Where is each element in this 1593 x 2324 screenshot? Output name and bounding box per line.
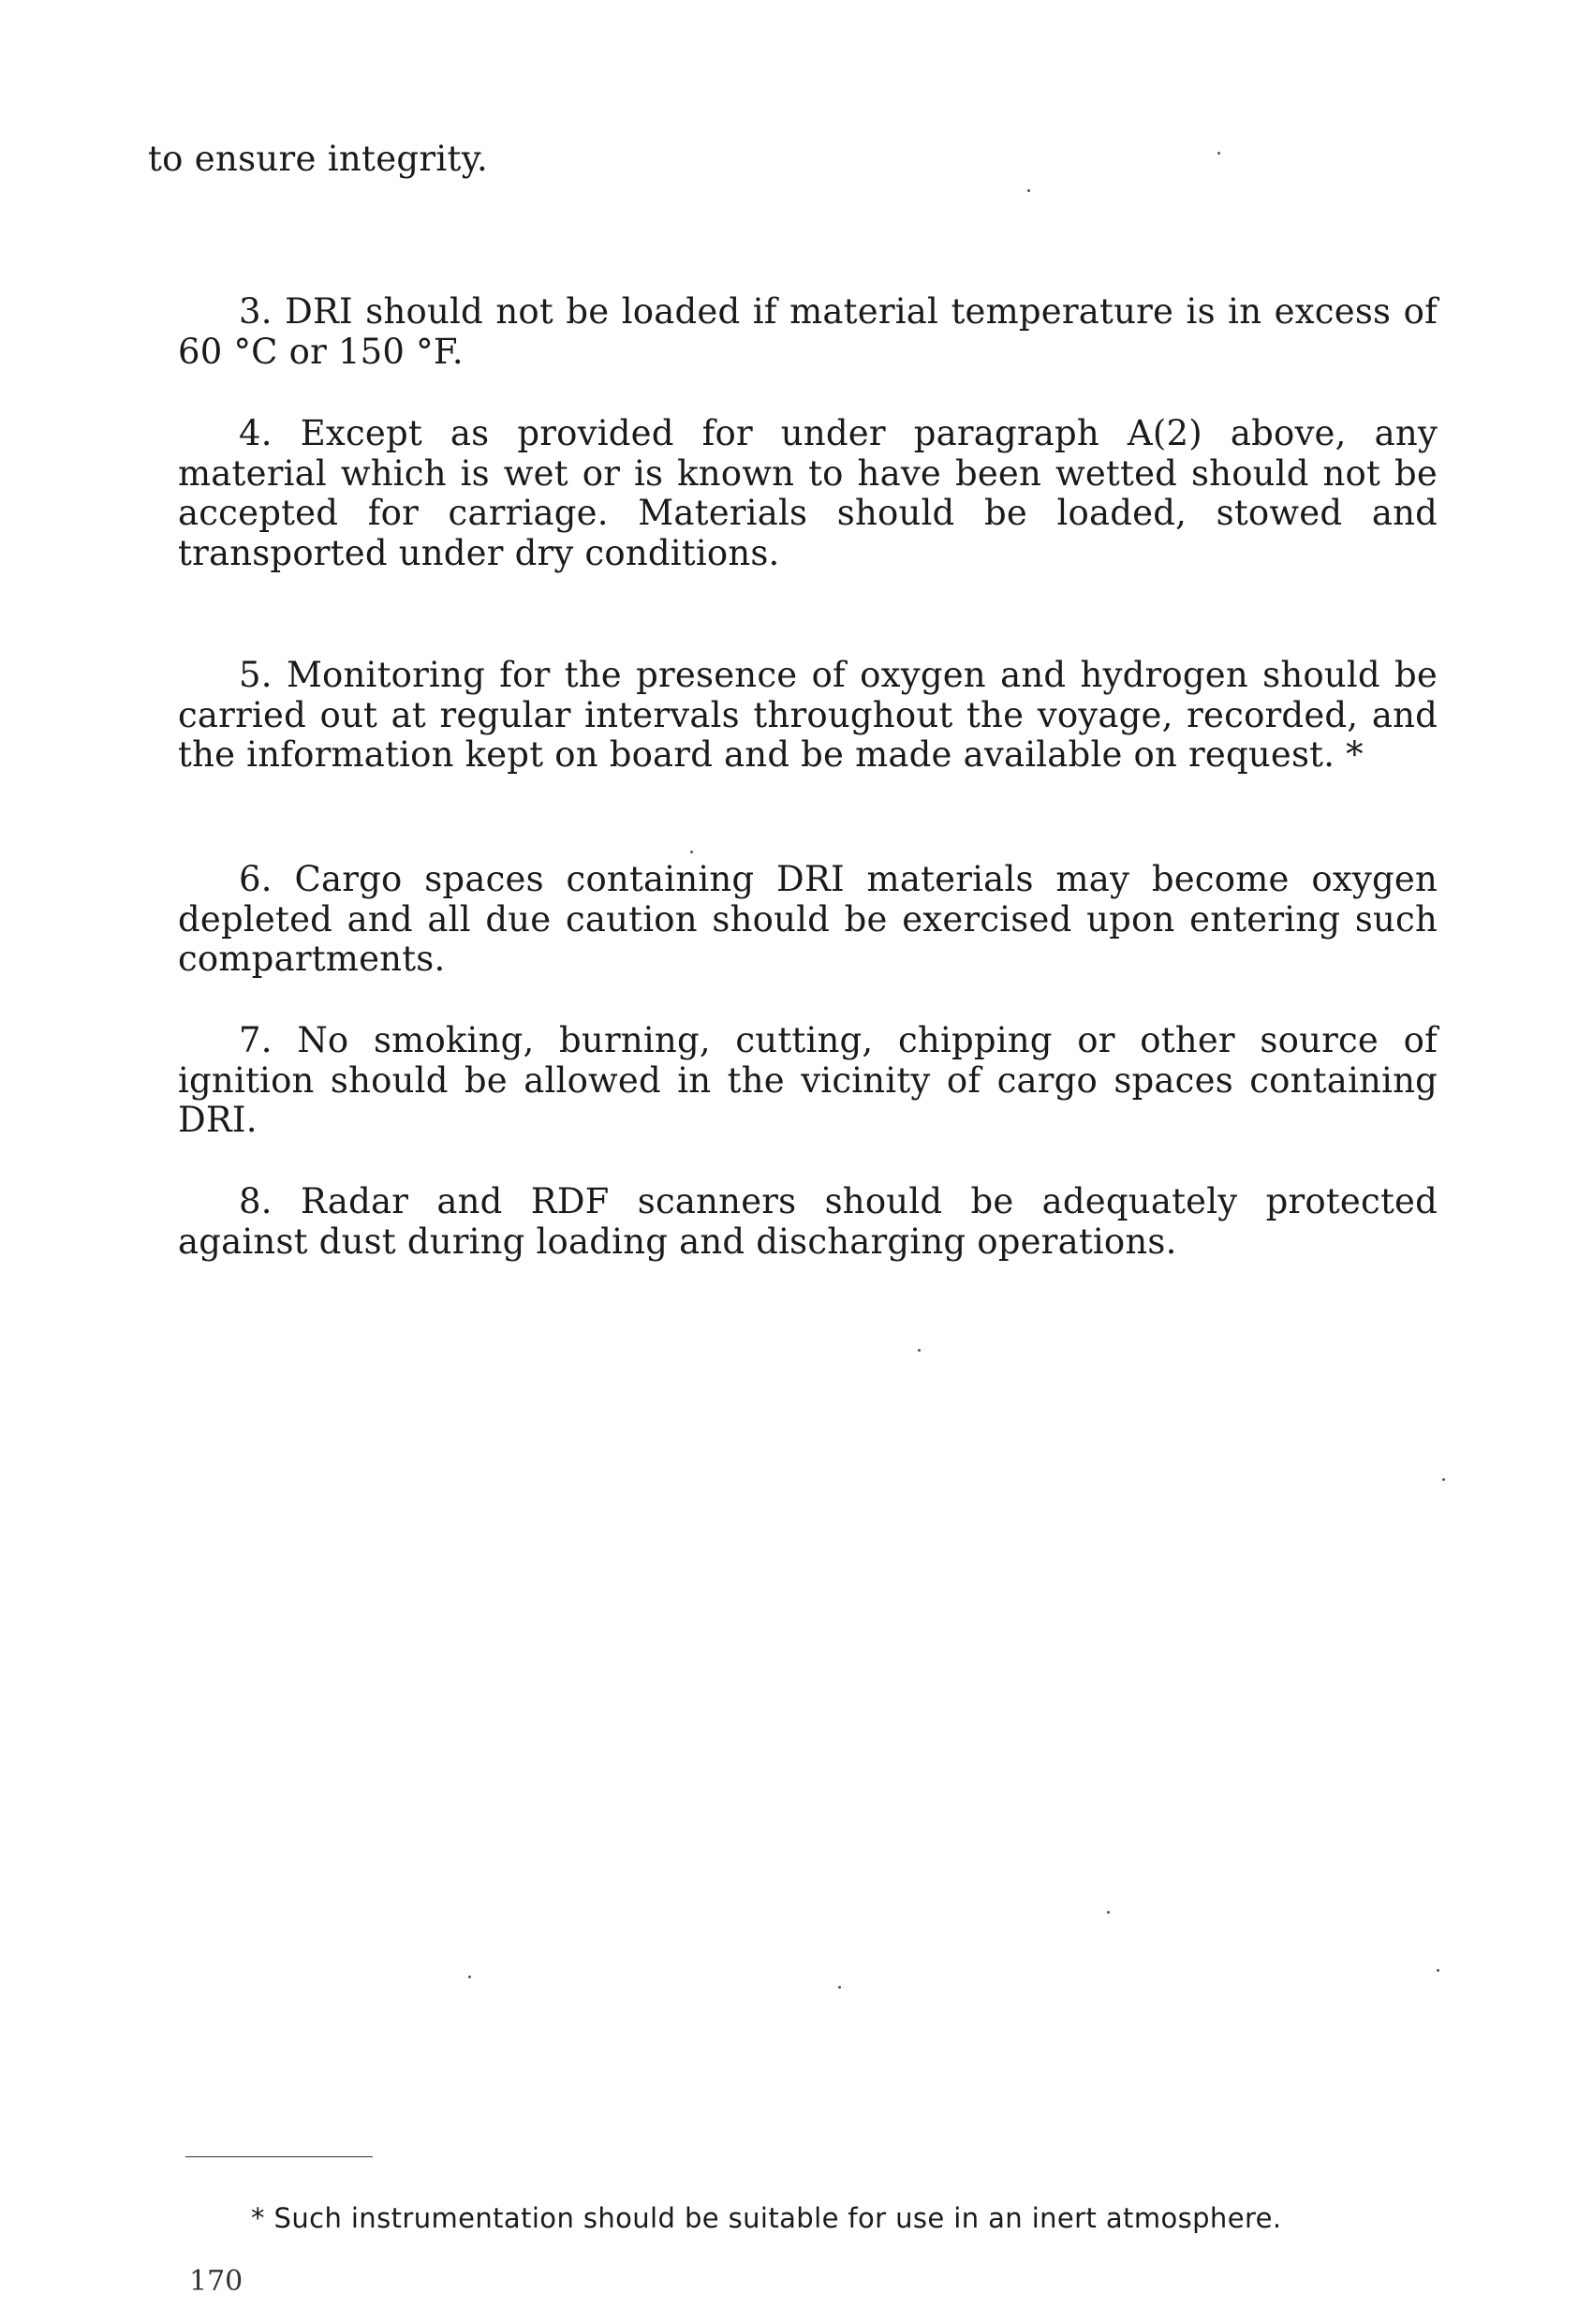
paragraph-number: 8. xyxy=(239,1181,301,1221)
paragraph-number: 7. xyxy=(239,1020,298,1060)
paragraph-number: 6. xyxy=(239,859,295,899)
paragraph-4 xyxy=(178,414,1438,573)
scan-speck xyxy=(1107,1911,1110,1914)
scan-speck xyxy=(690,851,693,853)
paragraph-number: 5. xyxy=(239,655,287,695)
paragraph-text: Cargo spaces containing DRI materials may become oxygen depleted and all due caution should be exercised upon entering such compartments. xyxy=(178,859,1438,979)
paragraph-number: 4. xyxy=(239,413,301,453)
paragraph-3 xyxy=(178,292,1438,372)
paragraph-text: Monitoring for the presence of oxygen and hydrogen should be carried out at regular intervals throughout the voyage, recorded, and the information kept on board and be made available on request. * xyxy=(178,655,1438,775)
footnote: * Such instrumentation should be suitable for use in an inert atmosphere. xyxy=(251,2202,1282,2234)
paragraph-8 xyxy=(178,1182,1438,1262)
paragraph-6 xyxy=(178,860,1438,980)
scan-speck xyxy=(1442,1478,1445,1481)
scan-speck xyxy=(1027,189,1030,192)
paragraph-text: Radar and RDF scanners should be adequately protected against dust during loading and discharging operations. xyxy=(178,1181,1438,1262)
scan-speck xyxy=(468,1976,471,1978)
paragraph-text: No smoking, burning, cutting, chipping or other source of ignition should be allowed in the vicinity of cargo spaces containing DRI. xyxy=(178,1020,1438,1140)
scan-speck xyxy=(1437,1969,1439,1972)
paragraph-text: Except as provided for under paragraph A(2) above, any material which is wet or is known to have been wetted should not be accepted for carriage. Materials should be loaded, stowed and transported under dry conditions. xyxy=(178,413,1438,573)
paragraph-5 xyxy=(178,656,1438,776)
scan-speck xyxy=(1217,152,1220,155)
paragraph-text: DRI should not be loaded if material temperature is in excess of 60 °C or 150 °F. xyxy=(178,291,1438,372)
scan-speck xyxy=(838,1986,841,1989)
footnote-rule xyxy=(185,2156,373,2157)
scan-speck xyxy=(918,1349,921,1352)
paragraph-7 xyxy=(178,1021,1438,1141)
continuation-line: to ensure integrity. xyxy=(148,139,489,179)
paragraph-number: 3. xyxy=(239,291,286,332)
page-number: 170 xyxy=(189,2265,243,2298)
